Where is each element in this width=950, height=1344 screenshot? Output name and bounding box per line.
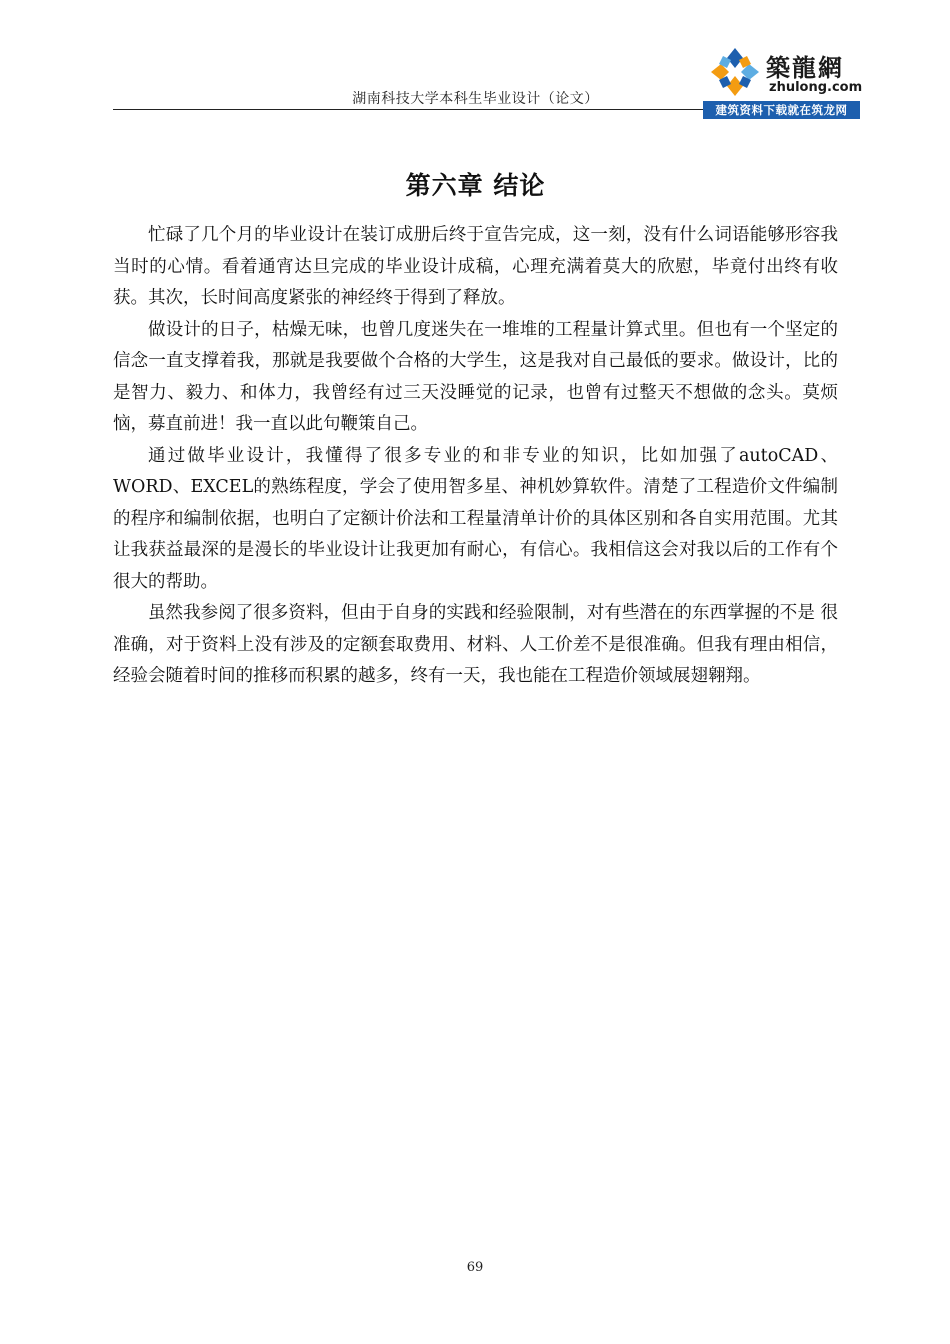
logo-chinese-name: 築龍網 bbox=[766, 53, 844, 82]
paragraph-2: 做设计的日子，枯燥无味，也曾几度迷失在一堆堆的工程量计算式里。但也有一个坚定的信念一直支撑着我，那就是我要做个合格的大学生，这是我对自己最低的要求。做设计，比的是智力、毅力、和体力，我曾经有过三天没睡觉的记录，也曾有过整天不想做的念头。莫烦恼，募直前进！我一直以此句鞭策自己。 bbox=[113, 319, 838, 434]
zhulong-logo bbox=[703, 42, 863, 120]
body-text bbox=[113, 220, 838, 693]
paragraph-1: 忙碌了几个月的毕业设计在装订成册后终于宣告完成，这一刻，没有什么词语能够形容我当时的心情。看着通宵达旦完成的毕业设计成稿，心理充满着莫大的欣慰，毕竟付出终有收获。其次，长时间高度紧张的神经终于得到了释放。 bbox=[113, 225, 838, 308]
logo-domain: zhulong.com bbox=[769, 80, 863, 95]
running-header: 湖南科技大学本科生毕业设计（论文） bbox=[352, 91, 599, 107]
paragraph-3: 通过做毕业设计，我懂得了很多专业的和非专业的知识，比如加强了autoCAD、WORD、EXCEL的熟练程度，学会了使用智多星、神机妙算软件。清楚了工程造价文件编制的程序和编制依据，也明白了定额计价法和工程量清单计价的具体区别和各自实用范围。尤其让我获益最深的是漫长的毕业设计让我更加有耐心，有信心。我相信这会对我以后的工作有个很大的帮助。 bbox=[113, 445, 838, 592]
logo-mark-icon bbox=[707, 46, 763, 98]
logo-box bbox=[703, 42, 863, 101]
header-rule bbox=[113, 109, 703, 110]
logo-slogan-banner: 建筑资料下载就在筑龙网 bbox=[703, 101, 860, 119]
paragraph-4: 虽然我参阅了很多资料，但由于自身的实践和经验限制，对有些潜在的东西掌握的不是 很准确，对于资料上没有涉及的定额套取费用、材料、人工价差不是很准确。但我有理由相信，经验会随着时间的推移而积累的越多，终有一天，我也能在工程造价领域展翅翱翔。 bbox=[113, 603, 838, 686]
chapter-title: 第六章 结论 bbox=[405, 171, 546, 200]
page-number: 69 bbox=[466, 1260, 484, 1275]
